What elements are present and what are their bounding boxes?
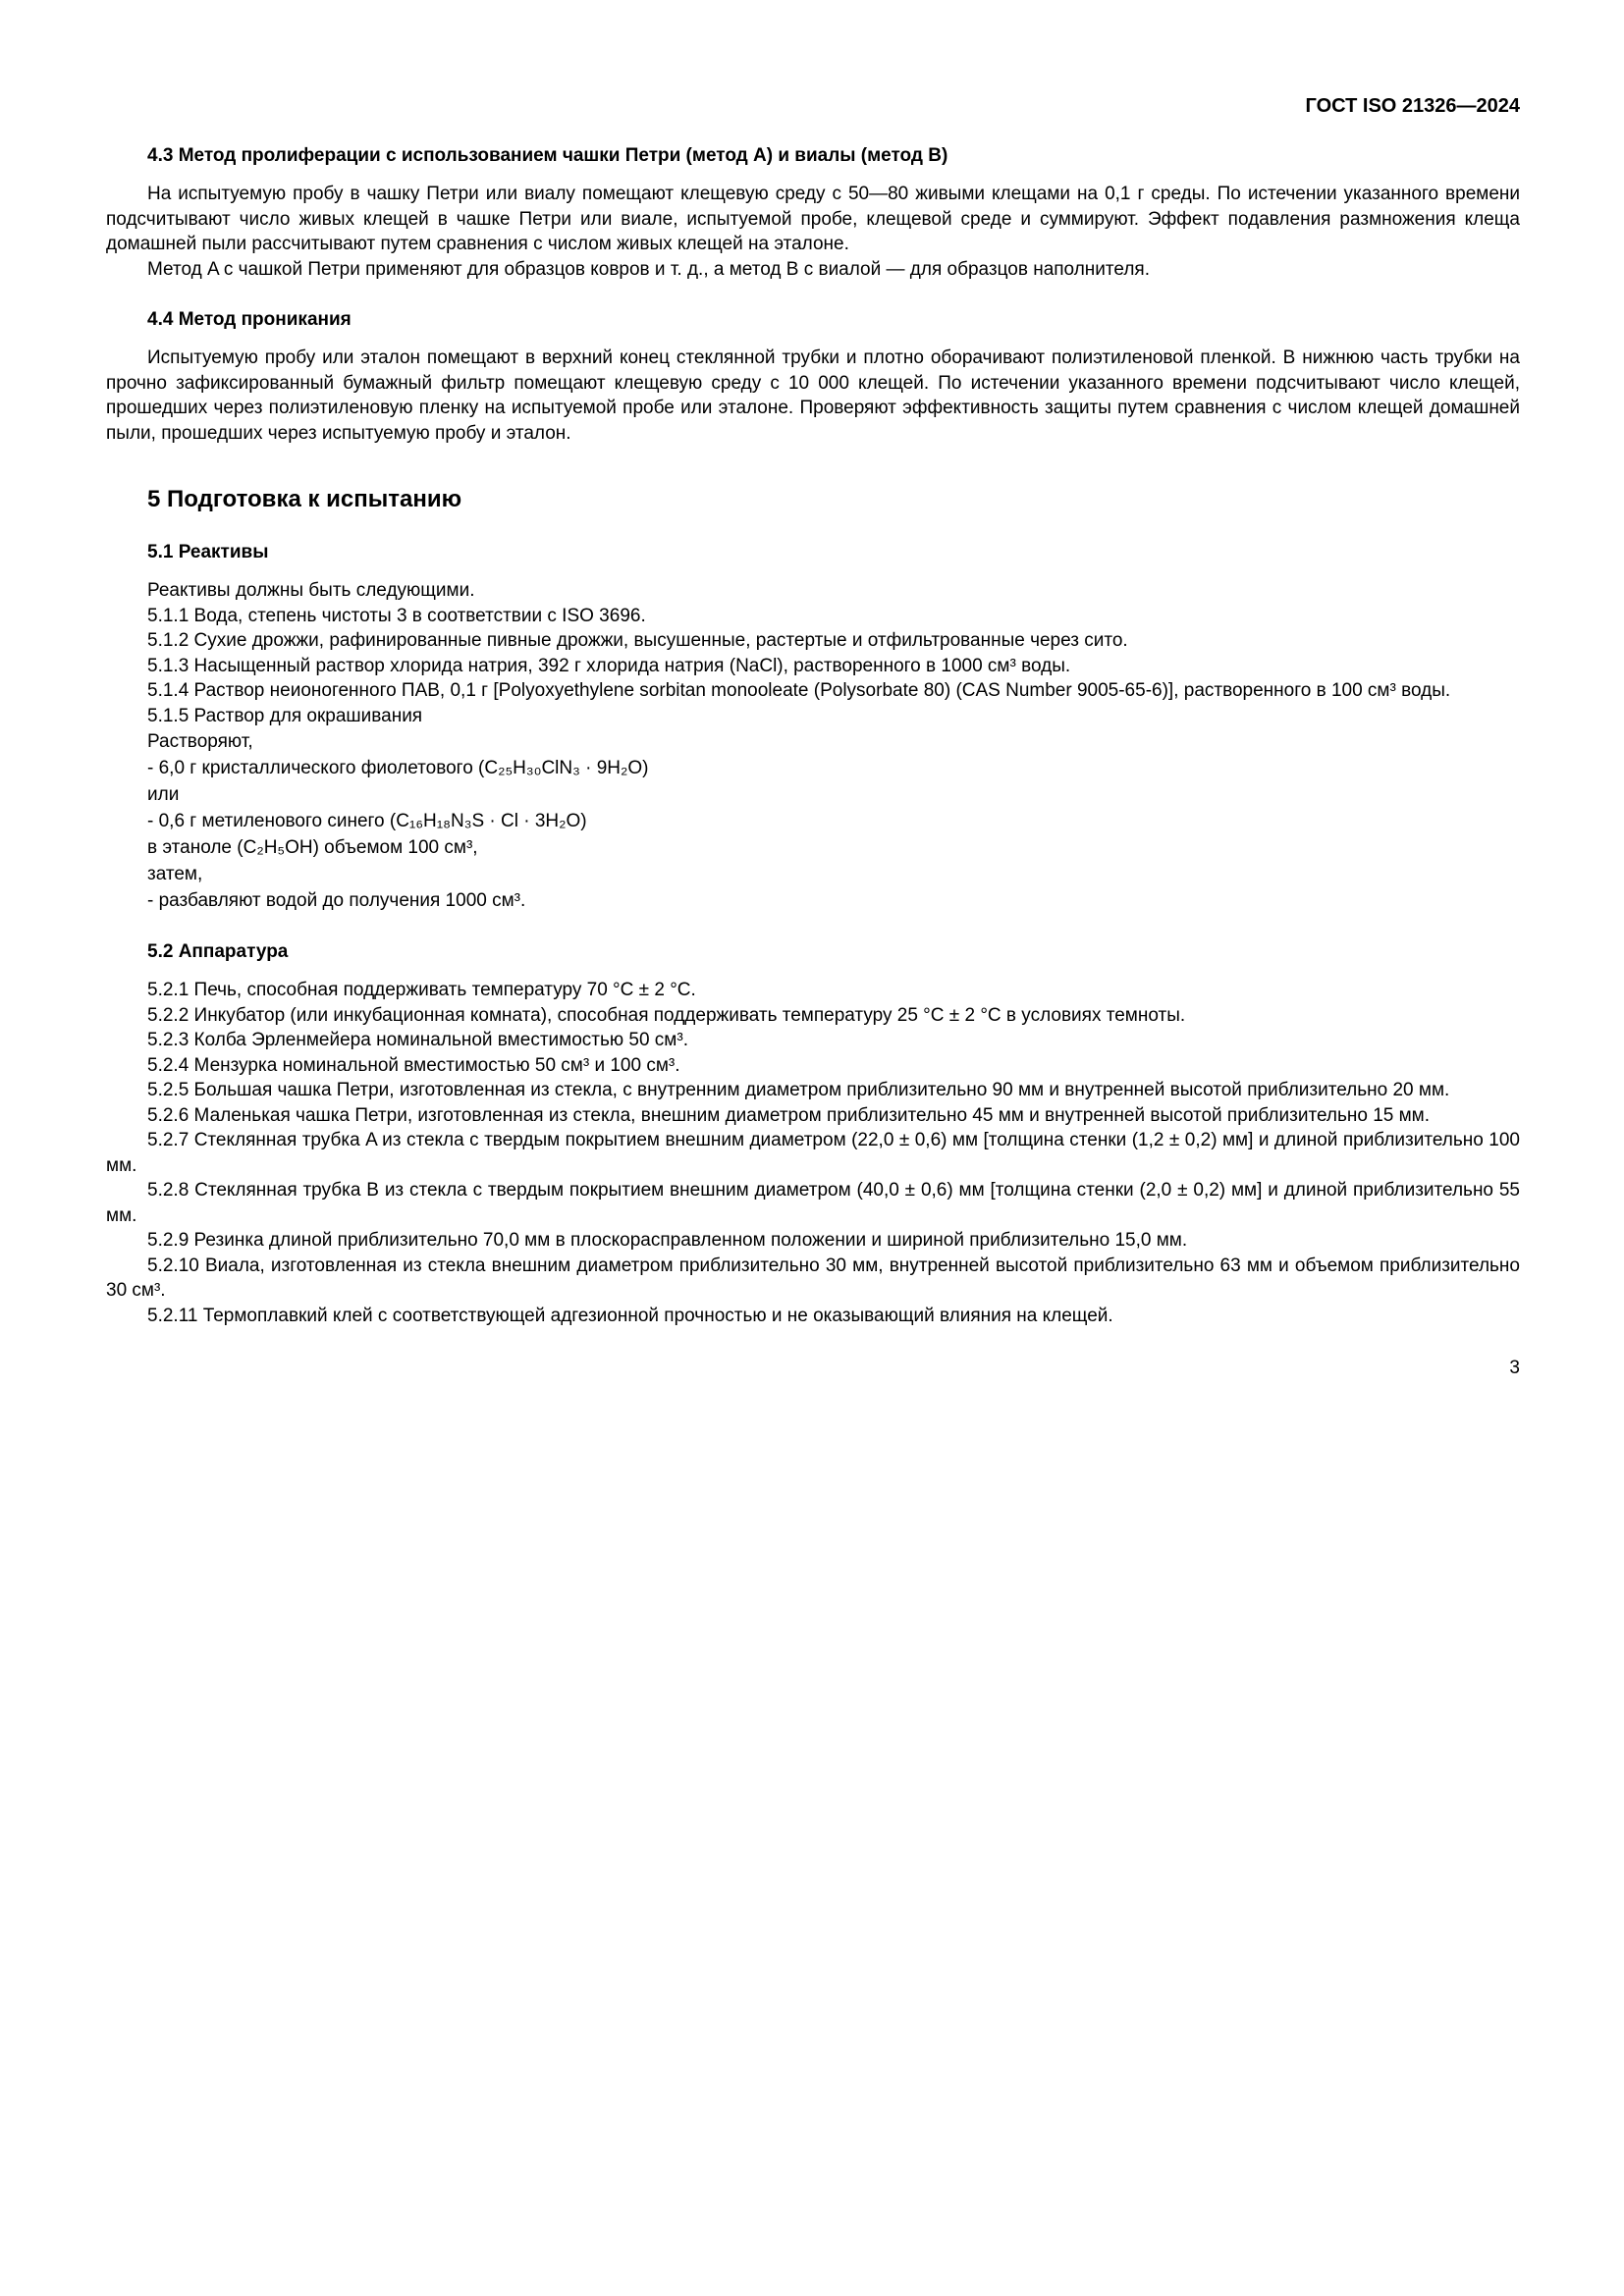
- paragraph-5-1-5-line-5: в этаноле (C₂H₅OH) объемом 100 см³,: [147, 837, 478, 858]
- page-number: 3: [1509, 1358, 1520, 1378]
- paragraph-5-2-2: 5.2.2 Инкубатор (или инкубационная комната), способная поддерживать температуру 25 °C ± 2 °C в условиях темноты.: [147, 1004, 1186, 1026]
- paragraph-5-2-9: 5.2.9 Резинка длиной приблизительно 70,0 мм в плоскорасправленном положении и шириной приблизительно 15,0 мм.: [147, 1230, 1188, 1251]
- doc-header: [106, 94, 1520, 118]
- paragraph-5-1-3: 5.1.3 Насыщенный раствор хлорида натрия, 392 г хлорида натрия (NaCl), растворенного в 1000 см³ воды.: [147, 655, 1071, 676]
- paragraph-5-2-4: 5.2.4 Мензурка номинальной вместимостью 50 см³ и 100 см³.: [147, 1054, 680, 1076]
- heading-5-1: 5.1 Реактивы: [147, 542, 269, 562]
- paragraph-5-1-5-line-2: - 6,0 г кристаллического фиолетового (C₂₅H₃₀ClN₃ · 9H₂O): [147, 758, 649, 778]
- paragraph-4-4-1: Испытуемую пробу или эталон помещают в верхний конец стеклянной трубки и плотно оборачивают полиэтиленовой пленкой. В нижнюю часть трубки на прочно зафиксированный бумажный фильтр помещают клещевую среду с 10 000 клещей. По истечении указанного времени подсчитывают число клещей, прошедших через полиэтиленовую пленку на испытуемой пробе или эталоне. Проверяют эффективность защиты путем сравнения с числом клещей домашней пыли, прошедших через испытуемую пробу и эталон.: [106, 347, 1520, 444]
- paragraph-5-2-5: 5.2.5 Большая чашка Петри, изготовленная из стекла, с внутренним диаметром приблизительно 90 мм и внутренней высотой приблизительно 20 мм.: [147, 1080, 1450, 1100]
- paragraph-5-1-5-line-7: - разбавляют водой до получения 1000 см³.: [147, 890, 526, 911]
- paragraph-5-1-5-line-1: Растворяют,: [147, 731, 253, 752]
- heading-4-4: 4.4 Метод проникания: [147, 309, 352, 330]
- heading-5-2: 5.2 Аппаратура: [147, 941, 289, 962]
- paragraph-5-2-8: 5.2.8 Стеклянная трубка B из стекла с твердым покрытием внешним диаметром (40,0 ± 0,6) мм [толщина стенки (2,0 ± 0,2) мм] и длиной приблизительно 55 мм.: [106, 1180, 1520, 1226]
- paragraph-5-1-1: 5.1.1 Вода, степень чистоты 3 в соответствии с ISO 3696.: [147, 605, 646, 626]
- paragraph-5-1-intro: Реактивы должны быть следующими.: [147, 580, 475, 601]
- paragraph-5-2-10: 5.2.10 Виала, изготовленная из стекла внешним диаметром приблизительно 30 мм, внутренней высотой приблизительно 63 мм и объемом приблизительно 30 см³.: [106, 1255, 1520, 1301]
- heading-5: 5 Подготовка к испытанию: [147, 486, 462, 512]
- paragraph-5-1-2: 5.1.2 Сухие дрожжи, рафинированные пивные дрожжи, высушенные, растертые и отфильтрованные через сито.: [147, 630, 1128, 651]
- paragraph-4-3-1: На испытуемую пробу в чашку Петри или виалу помещают клещевую среду с 50—80 живыми клещами на 0,1 г среды. По истечении указанного времени подсчитывают число живых клещей в чашке Петри или виале, испытуемой пробе, клещевой среде и суммируют. Эффект подавления размножения клеща домашней пыли рассчитывают путем сравнения с числом живых клещей на эталоне.: [106, 184, 1520, 254]
- paragraph-5-1-5: 5.1.5 Раствор для окрашивания: [147, 705, 423, 726]
- paragraph-5-1-4: 5.1.4 Раствор неионогенного ПАВ, 0,1 г [Polyoxyethylene sorbitan monooleate (Polysorbate 80) (CAS Number 9005-65-6)], растворенного в 100 см³ воды.: [147, 680, 1451, 701]
- paragraph-5-2-3: 5.2.3 Колба Эрленмейера номинальной вместимостью 50 см³.: [147, 1030, 688, 1050]
- doc-code: ГОСТ ISO 21326—2024: [1305, 95, 1520, 117]
- paragraph-5-2-7: 5.2.7 Стеклянная трубка A из стекла с твердым покрытием внешним диаметром (22,0 ± 0,6) мм [толщина стенки (1,2 ± 0,2) мм] и длиной приблизительно 100 мм.: [106, 1130, 1520, 1176]
- paragraph-5-1-5-line-6: затем,: [147, 864, 203, 884]
- paragraph-5-2-11: 5.2.11 Термоплавкий клей с соответствующей адгезионной прочностью и не оказывающий влияния на клещей.: [147, 1305, 1113, 1326]
- paragraph-5-1-5-line-4: - 0,6 г метиленового синего (C₁₆H₁₈N₃S · Cl · 3H₂O): [147, 811, 587, 831]
- paragraph-5-2-6: 5.2.6 Маленькая чашка Петри, изготовленная из стекла, внешним диаметром приблизительно 45 мм и внутренней высотой приблизительно 15 мм.: [147, 1104, 1431, 1126]
- paragraph-5-1-5-line-3: или: [147, 784, 180, 805]
- heading-4-3: 4.3 Метод пролиферации с использованием чашки Петри (метод A) и виалы (метод B): [147, 145, 948, 166]
- paragraph-4-3-2: Метод A с чашкой Петри применяют для образцов ковров и т. д., а метод B с виалой — для образцов наполнителя.: [147, 258, 1150, 280]
- paragraph-5-2-1: 5.2.1 Печь, способная поддерживать температуру 70 °C ± 2 °C.: [147, 980, 696, 1000]
